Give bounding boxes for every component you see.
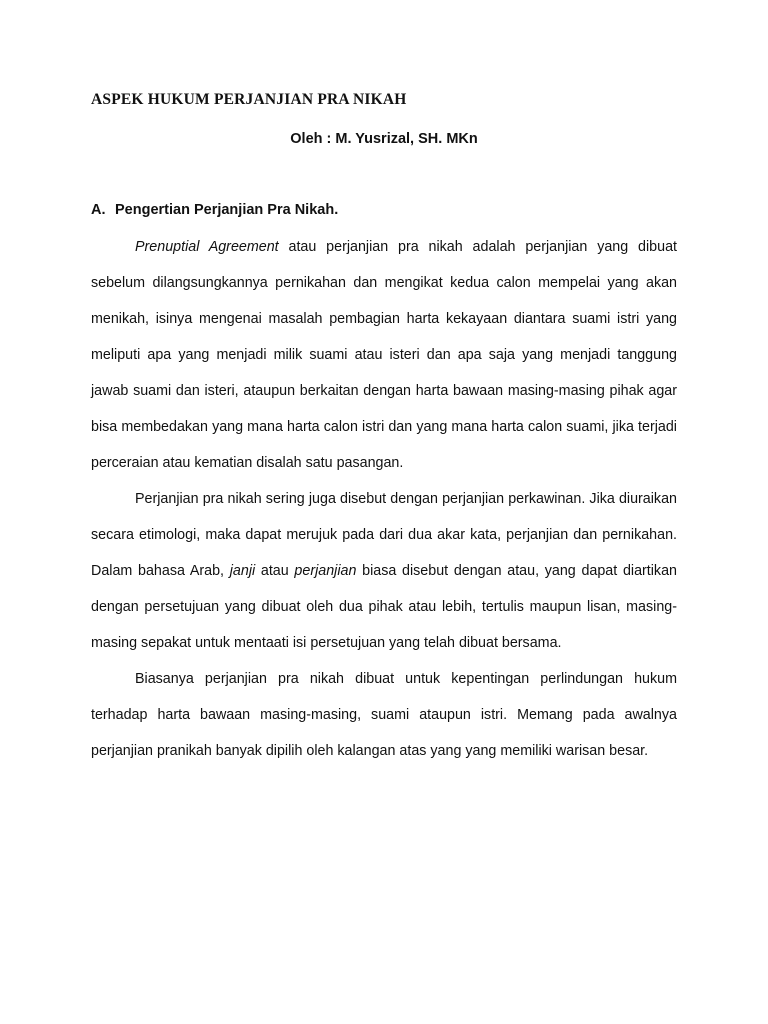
section-heading [91,202,338,218]
author-line: Oleh : M. Yusrizal, SH. MKn [290,131,478,147]
section-letter: A. [91,202,106,218]
paragraph-segment: Prenuptial Agreement [135,239,279,255]
body-text [91,229,677,769]
paragraph [91,661,677,769]
paragraph-segment: atau [255,563,295,579]
paragraph [91,229,677,481]
paragraph-segment: biasa disebut dengan atau, yang dapat diartikan dengan persetujuan yang dibuat oleh dua pihak atau lebih, tertulis maupun lisan, masing-masing sepakat untuk mentaati isi persetujuan yang telah dibuat bersama. [91,563,677,651]
paragraph-segment: Perjanjian pra nikah sering juga disebut dengan perjanjian perkawinan. Jika diuraikan secara etimologi, maka dapat merujuk pada dari dua akar kata, perjanjian dan pernikahan. Dalam bahasa Arab, [91,491,677,579]
paragraph-segment: Biasanya perjanjian pra nikah dibuat untuk kepentingan perlindungan hukum terhadap harta bawaan masing-masing, suami ataupun istri. Memang pada awalnya perjanjian pranikah banyak dipilih oleh kalangan atas yang yang memiliki warisan besar. [91,671,677,759]
paragraph-segment: janji [229,563,256,579]
paragraph [91,481,677,661]
paragraph-segment: atau perjanjian pra nikah adalah perjanjian yang dibuat sebelum dilangsungkannya pernikahan dan mengikat kedua calon mempelai yang akan menikah, isinya mengenai masalah pembagian harta kekayaan diantara suami istri yang meliputi apa yang menjadi milik suami atau isteri dan apa saja yang menjadi tanggung jawab suami dan isteri, ataupun berkaitan dengan harta bawaan masing-masing pihak agar bisa membedakan yang mana harta calon istri dan yang mana harta calon suami, jika terjadi perceraian atau kematian disalah satu pasangan. [91,239,677,471]
paragraph-segment: perjanjian [294,563,357,579]
document-title: ASPEK HUKUM PERJANJIAN PRA NIKAH [91,91,407,108]
section-title: Pengertian Perjanjian Pra Nikah. [115,202,339,218]
document-author [0,131,768,147]
